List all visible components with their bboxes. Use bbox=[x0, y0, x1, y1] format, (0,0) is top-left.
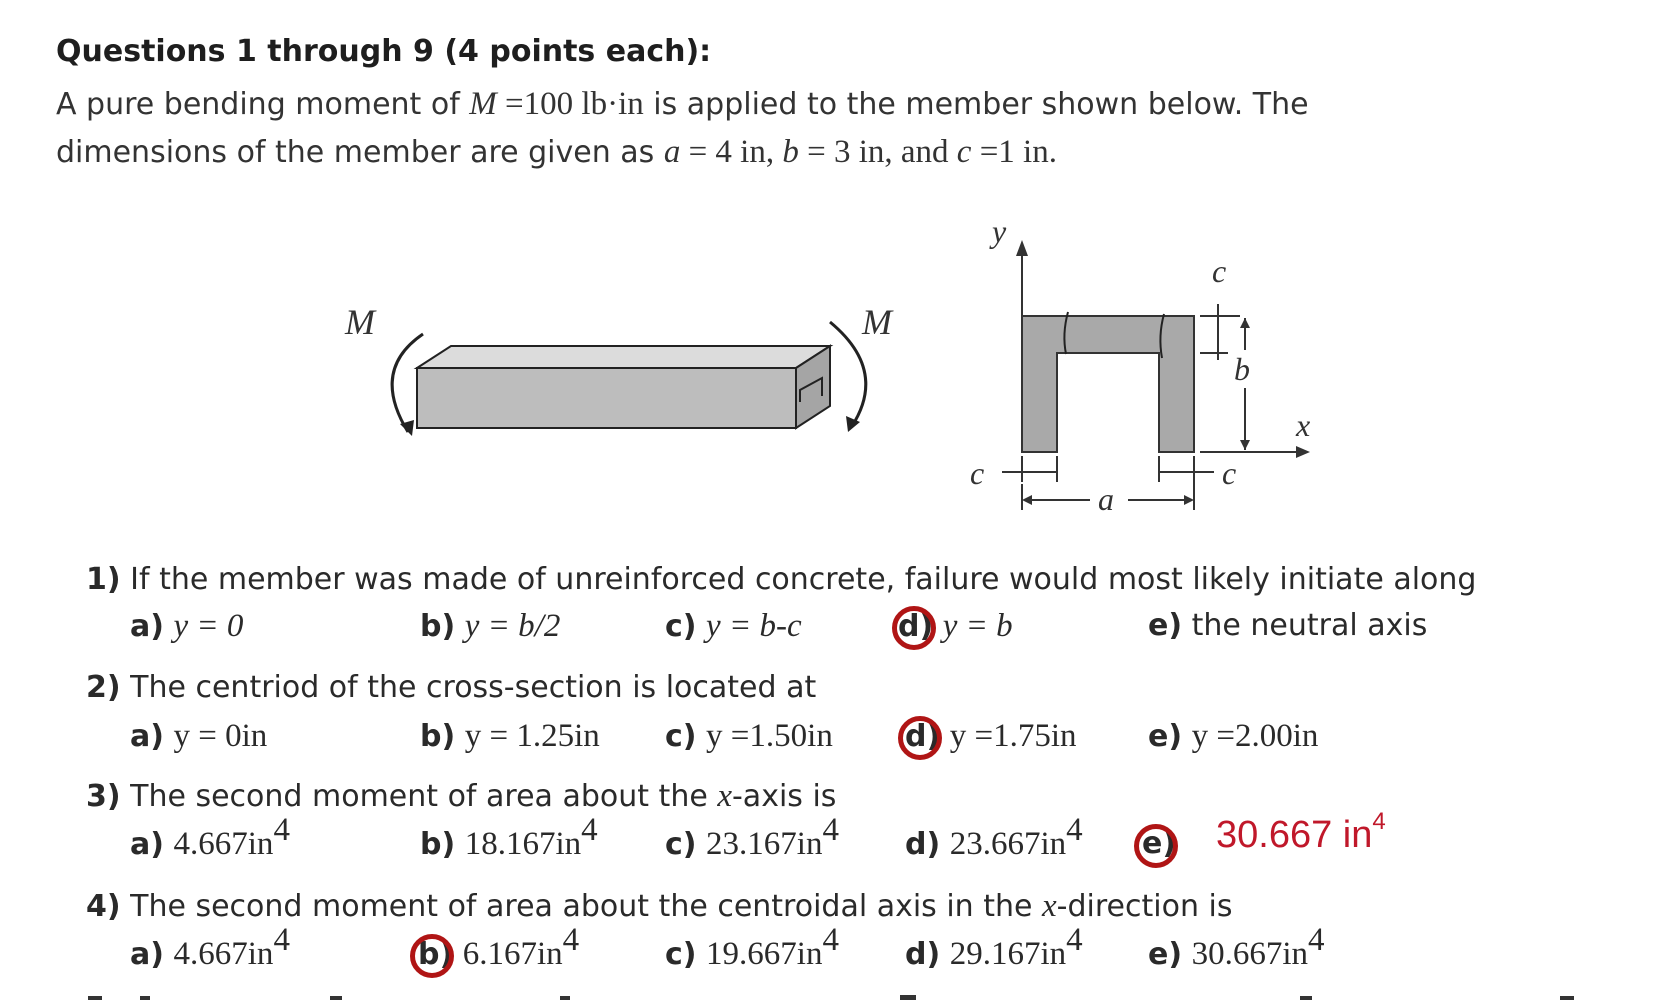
beam-front-face bbox=[417, 368, 796, 428]
option-2d[interactable]: d) y =1.75in bbox=[905, 718, 1077, 754]
selected-answer-circle bbox=[410, 934, 454, 978]
question-text: If the member was made of unreinforced concrete, failure would most likely initiate along bbox=[130, 562, 1477, 597]
selected-answer-circle bbox=[1134, 824, 1178, 868]
cross-section bbox=[1022, 312, 1194, 452]
option-1b[interactable]: b) y = b/2 bbox=[420, 608, 561, 644]
intro-line-2 bbox=[56, 134, 1057, 171]
option-3a[interactable]: a) $4.667in^4$ bbox=[130, 812, 290, 862]
option-4e[interactable]: e) $30.667in^4$ bbox=[1148, 922, 1325, 972]
question-4: 4) The second moment of area about the centroidal axis in the x-direction is bbox=[86, 888, 1233, 924]
selected-answer-circle bbox=[892, 606, 936, 650]
channel-section bbox=[1022, 316, 1194, 452]
moment-value: =100 lb·in bbox=[496, 86, 644, 122]
intro-text: is applied to the member shown below. The bbox=[643, 87, 1309, 122]
member-figure bbox=[0, 200, 1678, 530]
question-number: 4) bbox=[86, 889, 121, 924]
question-text: The centriod of the cross-section is located at bbox=[130, 670, 817, 705]
option-4b[interactable]: b) $6.167in^4$ bbox=[418, 922, 580, 972]
value-c: =1 in. bbox=[971, 134, 1057, 170]
option-1d[interactable]: d) y = b bbox=[898, 608, 1013, 644]
intro-line-1 bbox=[56, 86, 1309, 123]
option-4d[interactable]: d) $29.167in^4$ bbox=[905, 922, 1083, 972]
option-4c[interactable]: c) $19.667in^4$ bbox=[665, 922, 839, 972]
question-number: 3) bbox=[86, 779, 121, 814]
option-2c[interactable]: c) y =1.50in bbox=[665, 718, 833, 754]
dim-a-label: a bbox=[1098, 481, 1114, 517]
question-1 bbox=[86, 562, 1476, 597]
x-axis-label: x bbox=[1296, 407, 1311, 443]
handwritten-answer: 30.667 $in^4$ bbox=[1216, 808, 1386, 856]
dim-b-label: b bbox=[1234, 351, 1250, 387]
var-a: a bbox=[663, 134, 681, 170]
option-2a[interactable]: a) y = 0in bbox=[130, 718, 268, 754]
question-number: 1) bbox=[86, 562, 121, 597]
option-1e[interactable]: e) the neutral axis bbox=[1148, 608, 1428, 643]
value-a: = 4 in, bbox=[680, 134, 783, 170]
question-3: 3) The second moment of area about the x-axis is bbox=[86, 778, 837, 814]
option-3e[interactable]: e) bbox=[1142, 826, 1177, 861]
intro-text: A pure bending moment of bbox=[56, 87, 470, 122]
moment-label-left: M bbox=[345, 302, 375, 342]
option-4a[interactable]: a) $4.667in^4$ bbox=[130, 922, 290, 972]
question-number: 2) bbox=[86, 670, 121, 705]
option-2e[interactable]: e) y =2.00in bbox=[1148, 718, 1319, 754]
beam bbox=[417, 346, 830, 428]
dim-c-top-label: c bbox=[1212, 253, 1227, 289]
option-3c[interactable]: c) $23.167in^4$ bbox=[665, 812, 839, 862]
option-1a[interactable]: a) y = 0 bbox=[130, 608, 244, 644]
option-2b[interactable]: b) y = 1.25in bbox=[420, 718, 600, 754]
option-3b[interactable]: b) $18.167in^4$ bbox=[420, 812, 598, 862]
intro-text: dimensions of the member are given as bbox=[56, 135, 664, 170]
dim-c-left-label: c bbox=[970, 455, 985, 491]
value-b: = 3 in, and bbox=[798, 134, 957, 170]
moment-arrow-right bbox=[830, 322, 866, 426]
dim-c-right-label: c bbox=[1222, 455, 1237, 491]
page-title: Questions 1 through 9 (4 points each): bbox=[56, 34, 712, 69]
var-b: b bbox=[782, 134, 799, 170]
cut-off-text-fragment bbox=[0, 990, 1678, 1000]
option-1c[interactable]: c) y = b-c bbox=[665, 608, 802, 644]
moment-label-right: M bbox=[862, 302, 892, 342]
y-axis-label: y bbox=[992, 213, 1007, 249]
question-2 bbox=[86, 670, 816, 705]
option-3d[interactable]: d) $23.667in^4$ bbox=[905, 812, 1083, 862]
beam-top-face bbox=[417, 346, 830, 368]
selected-answer-circle bbox=[898, 716, 942, 760]
var-M: M bbox=[469, 86, 497, 122]
var-c: c bbox=[956, 134, 972, 170]
